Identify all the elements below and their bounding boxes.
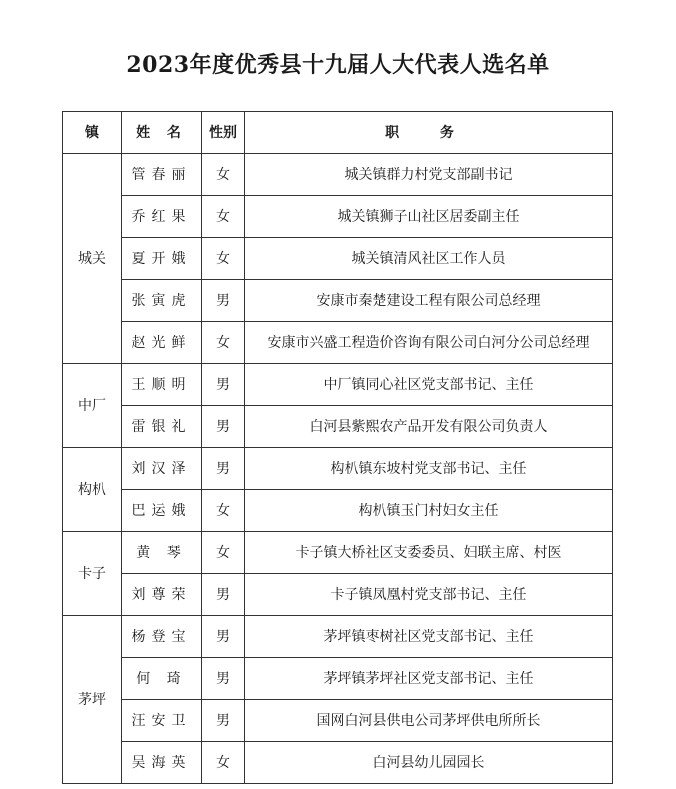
name-cell: 王顺明: [122, 364, 202, 406]
table-row: [63, 154, 613, 196]
post-cell: 城关镇狮子山社区居委副主任: [245, 196, 613, 238]
post-cell: 卡子镇凤凰村党支部书记、主任: [245, 574, 613, 616]
gender-cell: 男: [202, 658, 245, 700]
name-cell: 刘尊荣: [122, 574, 202, 616]
name-cell: 乔红果: [122, 196, 202, 238]
table-row: [63, 364, 613, 406]
name-cell: 管春丽: [122, 154, 202, 196]
post-cell: 城关镇清风社区工作人员: [245, 238, 613, 280]
name-cell: 刘汉泽: [122, 448, 202, 490]
table-row: [63, 280, 613, 322]
table-row: [63, 658, 613, 700]
town-cell: 茅坪: [63, 616, 122, 784]
gender-cell: 男: [202, 700, 245, 742]
town-cell: 城关: [63, 154, 122, 364]
post-cell: 城关镇群力村党支部副书记: [245, 154, 613, 196]
table-row: [63, 322, 613, 364]
gender-cell: 女: [202, 322, 245, 364]
gender-cell: 男: [202, 448, 245, 490]
post-cell: 白河县幼儿园园长: [245, 742, 613, 784]
table-body: [63, 154, 613, 784]
gender-cell: 男: [202, 406, 245, 448]
gender-cell: 女: [202, 196, 245, 238]
representatives-table: [62, 111, 613, 784]
table-row: [63, 616, 613, 658]
gender-cell: 男: [202, 616, 245, 658]
document-title: 2023年度优秀县十九届人大代表人选名单: [126, 52, 550, 78]
name-cell: 赵光鲜: [122, 322, 202, 364]
table-row: [63, 490, 613, 532]
gender-cell: 男: [202, 364, 245, 406]
gender-cell: 男: [202, 280, 245, 322]
table-row: [63, 406, 613, 448]
post-cell: 白河县紫熙农产品开发有限公司负责人: [245, 406, 613, 448]
table-row: [63, 448, 613, 490]
gender-cell: 女: [202, 742, 245, 784]
post-cell: 构朳镇玉门村妇女主任: [245, 490, 613, 532]
name-cell: 夏开娥: [122, 238, 202, 280]
name-cell: 张寅虎: [122, 280, 202, 322]
post-cell: 安康市兴盛工程造价咨询有限公司白河分公司总经理: [245, 322, 613, 364]
post-cell: 国网白河县供电公司茅坪供电所所长: [245, 700, 613, 742]
name-cell: 杨登宝: [122, 616, 202, 658]
gender-cell: 女: [202, 490, 245, 532]
post-cell: 茅坪镇茅坪社区党支部书记、主任: [245, 658, 613, 700]
name-cell: 雷银礼: [122, 406, 202, 448]
name-cell: 汪安卫: [122, 700, 202, 742]
table-row: [63, 742, 613, 784]
table-row: [63, 532, 613, 574]
name-cell: 黄 琴: [122, 532, 202, 574]
table-row: [63, 700, 613, 742]
town-cell: 构朳: [63, 448, 122, 532]
table-row: [63, 196, 613, 238]
gender-cell: 女: [202, 238, 245, 280]
town-cell: 中厂: [63, 364, 122, 448]
post-cell: 构朳镇东坡村党支部书记、主任: [245, 448, 613, 490]
header-name: 姓 名: [122, 112, 202, 154]
table-row: [63, 238, 613, 280]
post-cell: 中厂镇同心社区党支部书记、主任: [245, 364, 613, 406]
table-row: [63, 574, 613, 616]
post-cell: 茅坪镇枣树社区党支部书记、主任: [245, 616, 613, 658]
header-post: 职 务: [245, 112, 613, 154]
name-cell: 何 琦: [122, 658, 202, 700]
town-cell: 卡子: [63, 532, 122, 616]
name-cell: 吴海英: [122, 742, 202, 784]
table-header-row: [63, 112, 613, 154]
post-cell: 卡子镇大桥社区支委委员、妇联主席、村医: [245, 532, 613, 574]
post-cell: 安康市秦楚建设工程有限公司总经理: [245, 280, 613, 322]
gender-cell: 男: [202, 574, 245, 616]
header-gender: 性别: [202, 112, 245, 154]
gender-cell: 女: [202, 532, 245, 574]
gender-cell: 女: [202, 154, 245, 196]
header-town: 镇: [63, 112, 122, 154]
name-cell: 巴运娥: [122, 490, 202, 532]
